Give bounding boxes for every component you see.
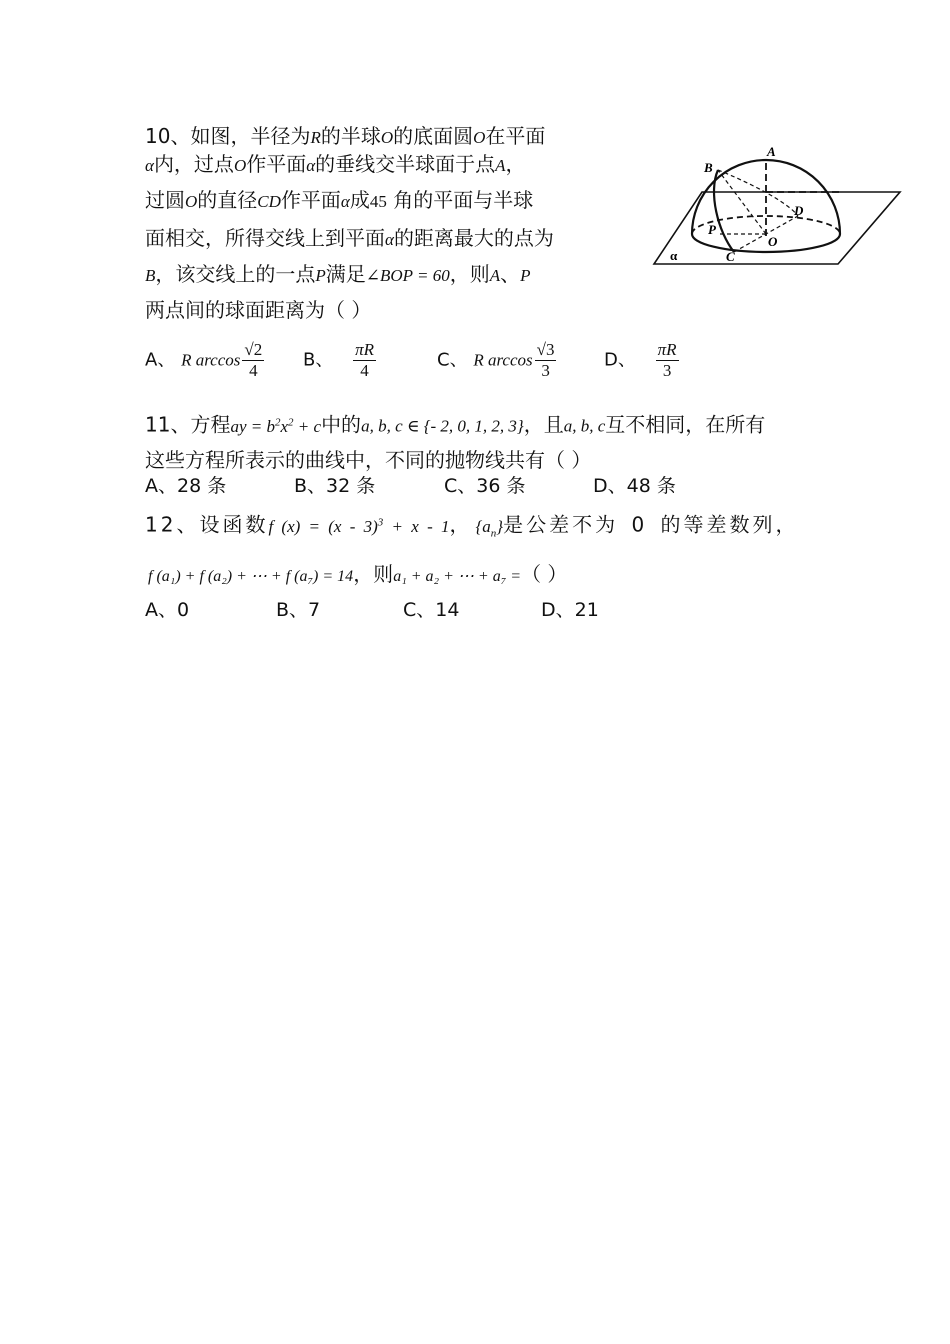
q10-option-d <box>604 340 681 381</box>
q11-text: ，且 <box>523 412 564 437</box>
q10-text: 的底面圆 <box>393 124 474 148</box>
label-alpha: α <box>670 248 678 263</box>
q12-sequence <box>475 516 504 540</box>
seq-part: {a <box>475 516 491 536</box>
q10-text: 的直径 <box>197 188 258 212</box>
math-var: O <box>380 128 394 147</box>
q10-text: 、 <box>500 262 521 286</box>
math-var: B <box>145 266 156 285</box>
q10-text: ，则 <box>449 262 490 286</box>
q10-text: 满足 <box>325 262 366 286</box>
q12-option-c: C、14 <box>403 599 460 621</box>
fraction-denominator: 4 <box>249 361 258 380</box>
q10-text: ，该交线上的一点 <box>155 262 316 286</box>
math-var: R <box>310 128 321 147</box>
fraction <box>656 340 679 381</box>
q10-line-2 <box>145 152 526 178</box>
math-var: O <box>185 192 198 211</box>
math-var: α <box>306 156 316 175</box>
q10-text: 作平面 <box>280 188 341 212</box>
q10-option-b <box>303 340 378 381</box>
q11-option-d: D、48 条 <box>593 475 676 497</box>
q10-text: 成 <box>349 188 370 212</box>
q11-text: 互不相同，在所有 <box>605 412 766 437</box>
q11-equation <box>230 417 321 436</box>
q11-option-b: B、32 条 <box>294 475 376 497</box>
math-angle: ∠BOP = 60 <box>365 266 450 285</box>
hemisphere-figure <box>648 142 908 270</box>
q11-line-1 <box>145 410 765 439</box>
section-curve-back <box>718 170 798 216</box>
q12-text: 是公差不为 0 的等差数列， <box>503 512 799 537</box>
math-number: 45 <box>369 192 387 211</box>
fraction <box>535 340 557 381</box>
q10-text: 在平面 <box>485 124 546 148</box>
q10-line-3 <box>145 188 533 214</box>
q10-text: 角的平面与半球 <box>386 188 534 212</box>
q10-line-6: 两点间的球面距离为（ ） <box>145 298 372 322</box>
eq-part: x <box>280 416 289 436</box>
eq-sup: 2 <box>274 416 281 428</box>
q10-text: 的半球 <box>320 124 381 148</box>
math-var: A <box>489 266 501 285</box>
seq-part: } <box>496 516 504 536</box>
fraction-numerator: πR <box>657 340 677 359</box>
q12-sum-expression: f (a₁) + f (a₂) + ⋯ + f (a₇) = 14 <box>148 568 354 585</box>
option-label: B、 <box>303 349 334 371</box>
q12-option-b: B、7 <box>276 599 321 621</box>
q11-set: a, b, c ∈ {- 2, 0, 1, 2, 3} <box>361 416 524 436</box>
q11-text: 11、方程 <box>145 412 231 437</box>
math-var: α <box>340 192 350 211</box>
func-part: + x - 1 <box>383 516 450 536</box>
q12-option-d: D、21 <box>541 599 599 621</box>
q12-line-2 <box>148 562 567 589</box>
label-c: C <box>726 249 735 264</box>
label-a: A <box>767 144 776 159</box>
q12-sum-a: a₁ + a₂ + ⋯ + a₇ = <box>393 568 522 585</box>
q10-text: 的距离最大的点为 <box>393 226 554 250</box>
q10-text: 的垂线交半球面于点 <box>315 152 496 176</box>
func-part: f (x) = (x - 3) <box>268 516 378 536</box>
fraction-numerator: πR <box>355 340 374 359</box>
segment-ob <box>718 170 766 234</box>
q10-line-5 <box>145 262 531 288</box>
option-label: D、 <box>604 349 636 371</box>
fraction <box>242 340 264 381</box>
label-b: B <box>704 160 713 175</box>
eq-part: + c <box>293 416 322 436</box>
fraction-denominator: 3 <box>662 361 672 380</box>
seq-sub: n <box>490 527 497 540</box>
label-d: D <box>794 203 804 218</box>
section-curve-front <box>714 170 734 252</box>
q10-text: 过圆 <box>145 188 185 212</box>
q11-option-a: A、28 条 <box>145 475 227 497</box>
q12-line-1 <box>145 510 799 545</box>
math-var: P <box>520 266 531 285</box>
func-sup: 3 <box>377 516 384 528</box>
q12-text: ， <box>449 512 470 537</box>
label-o: O <box>768 234 778 249</box>
eq-part: ay = b <box>230 416 275 436</box>
fraction-denominator: 4 <box>360 361 369 380</box>
math-var: CD <box>257 192 281 211</box>
fraction <box>353 340 376 381</box>
q10-option-a <box>145 340 266 381</box>
q10-text: 面相交，所得交线上到平面 <box>145 226 385 250</box>
q12-option-a: A、0 <box>145 599 190 621</box>
fraction-denominator: 3 <box>541 361 550 380</box>
fraction-numerator: √2 <box>244 340 263 359</box>
math-var: P <box>315 266 326 285</box>
math-expr: R arccos <box>473 350 533 370</box>
q12-text: （ ） <box>521 562 568 586</box>
q10-line-1 <box>145 124 545 150</box>
eq-sup: 2 <box>288 416 294 428</box>
q11-option-c: C、36 条 <box>444 475 526 497</box>
q11-text: 中的 <box>321 412 362 437</box>
math-var: O <box>473 128 486 147</box>
q12-text: 12、设函数 <box>145 512 269 537</box>
q10-text: 内，过点 <box>153 152 234 176</box>
q10-text: ， <box>505 152 526 176</box>
q10-text: 作平面 <box>246 152 307 176</box>
q10-option-c <box>437 340 558 381</box>
math-var: A <box>495 156 506 175</box>
math-var: α <box>145 156 154 175</box>
label-p: P <box>708 222 716 237</box>
q11-vars: a, b, c <box>563 416 606 436</box>
option-label: C、 <box>437 349 468 371</box>
q11-line-2: 这些方程所表示的曲线中，不同的抛物线共有（ ） <box>145 448 592 472</box>
math-var: O <box>233 156 247 175</box>
option-label: A、 <box>145 349 176 371</box>
q12-function <box>268 517 449 536</box>
math-expr: R arccos <box>181 350 241 370</box>
q10-text: 10、如图，半径为 <box>145 124 311 148</box>
fraction-numerator: √3 <box>536 340 555 359</box>
math-var: α <box>385 230 394 249</box>
q12-text: ，则 <box>353 562 394 586</box>
q10-line-4 <box>145 226 554 252</box>
